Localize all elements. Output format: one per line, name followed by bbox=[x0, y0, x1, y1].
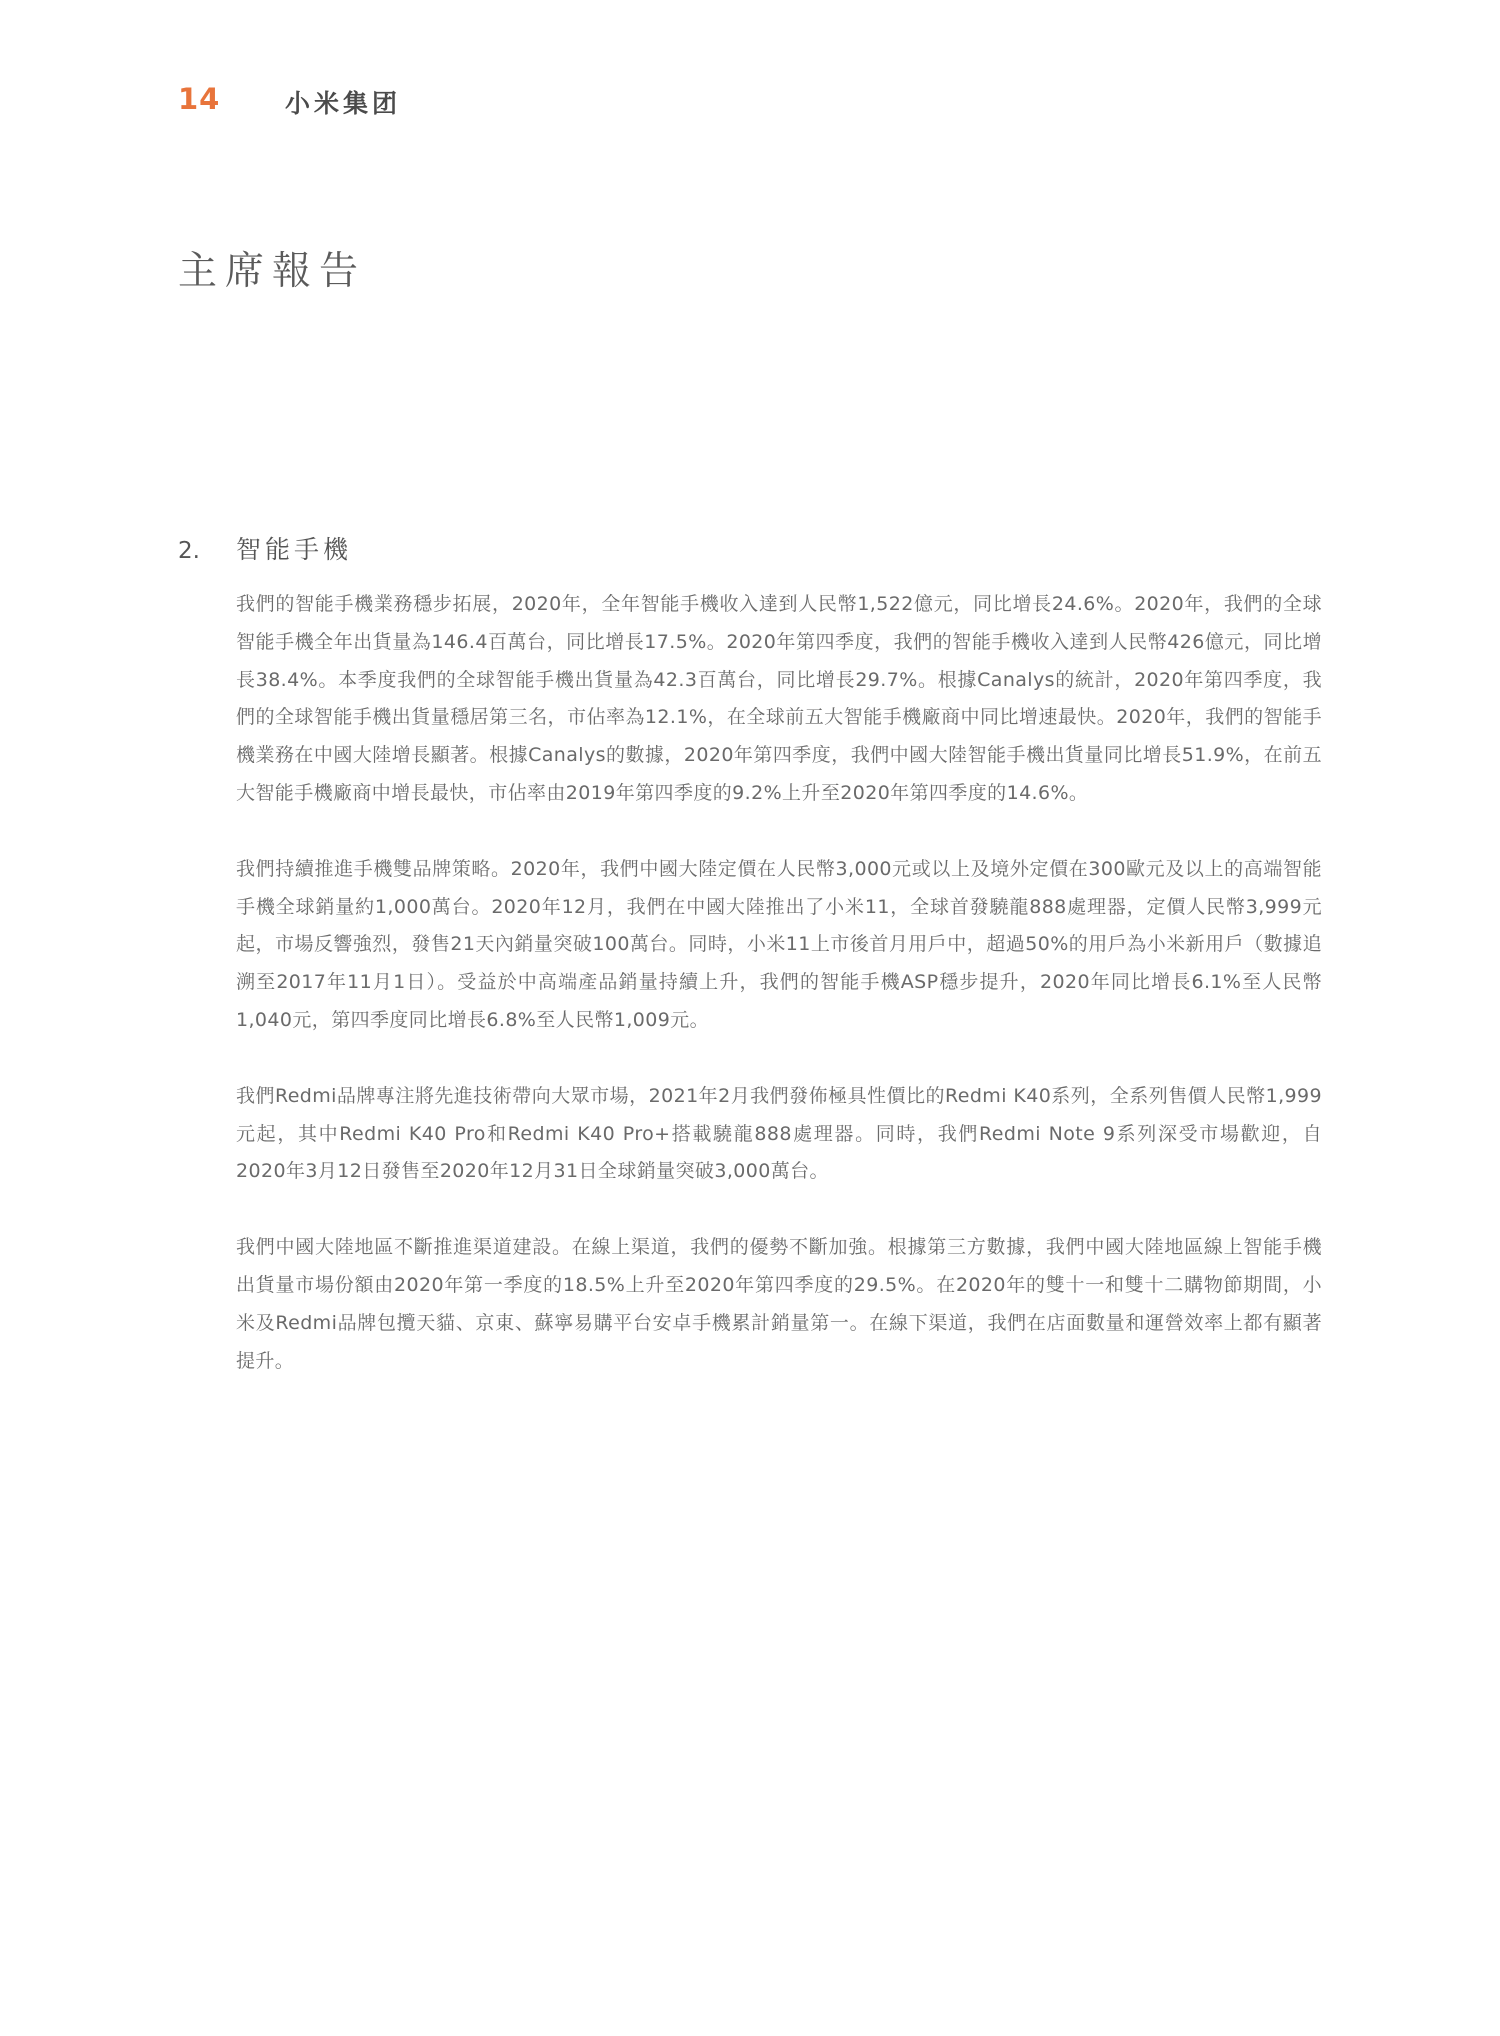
paragraph-2: 我們持續推進手機雙品牌策略。2020年，我們中國大陸定價在人民幣3,000元或以上及境外定價在300歐元及以上的高端智能手機全球銷量約1,000萬台。2020年12月，我們在中國大陸推出了小米11，全球首發驍龍888處理器，定價人民幣3,999元起，市場反響強烈，發售21天內銷量突破100萬台。同時，小米11上市後首月用戶中，超過50%的用戶為小米新用戶（數據追溯至2017年11月1日）。受益於中高端產品銷量持續上升，我們的智能手機ASP穩步提升，2020年同比增長6.1%至人民幣1,040元，第四季度同比增長6.8%至人民幣1,009元。 bbox=[236, 857, 1322, 1031]
heading-number: 2. bbox=[178, 538, 200, 564]
paragraph-3: 我們Redmi品牌專注將先進技術帶向大眾市場，2021年2月我們發佈極具性價比的Redmi K40系列，全系列售價人民幣1,999元起，其中Redmi K40 Pro和Redmi K40 Pro+搭載驍龍888處理器。同時，我們Redmi Note 9系列深受市場歡迎，自2020年3月12日發售至2020年12月31日全球銷量突破3,000萬台。 bbox=[236, 1084, 1322, 1183]
paragraph-4: 我們中國大陸地區不斷推進渠道建設。在線上渠道，我們的優勢不斷加強。根據第三方數據，我們中國大陸地區線上智能手機出貨量市場份額由2020年第一季度的18.5%上升至2020年第四季度的29.5%。在2020年的雙十一和雙十二購物節期間，小米及Redmi品牌包攬天貓、京東、蘇寧易購平台安卓手機累計銷量第一。在線下渠道，我們在店面數量和運營效率上都有顯著提升。 bbox=[236, 1236, 1322, 1372]
body-text bbox=[236, 586, 1322, 1418]
paragraph-1: 我們的智能手機業務穩步拓展，2020年，全年智能手機收入達到人民幣1,522億元，同比增長24.6%。2020年，我們的全球智能手機全年出貨量為146.4百萬台，同比增長17.5%。2020年第四季度，我們的智能手機收入達到人民幣426億元，同比增長38.4%。本季度我們的全球智能手機出貨量為42.3百萬台，同比增長29.7%。根據Canalys的統計，2020年第四季度，我們的全球智能手機出貨量穩居第三名，市佔率為12.1%，在全球前五大智能手機廠商中同比增速最快。2020年，我們的智能手機業務在中國大陸增長顯著。根據Canalys的數據，2020年第四季度，我們中國大陸智能手機出貨量同比增長51.9%，在前五大智能手機廠商中增長最快，市佔率由2019年第四季度的9.2%上升至2020年第四季度的14.6%。 bbox=[236, 593, 1322, 804]
company-name: 小米集团 bbox=[285, 89, 402, 118]
page-number: 14 bbox=[178, 82, 221, 116]
section-heading bbox=[178, 530, 352, 566]
heading-text: 智能手機 bbox=[236, 535, 353, 564]
section-title: 主席報告 bbox=[178, 249, 367, 294]
